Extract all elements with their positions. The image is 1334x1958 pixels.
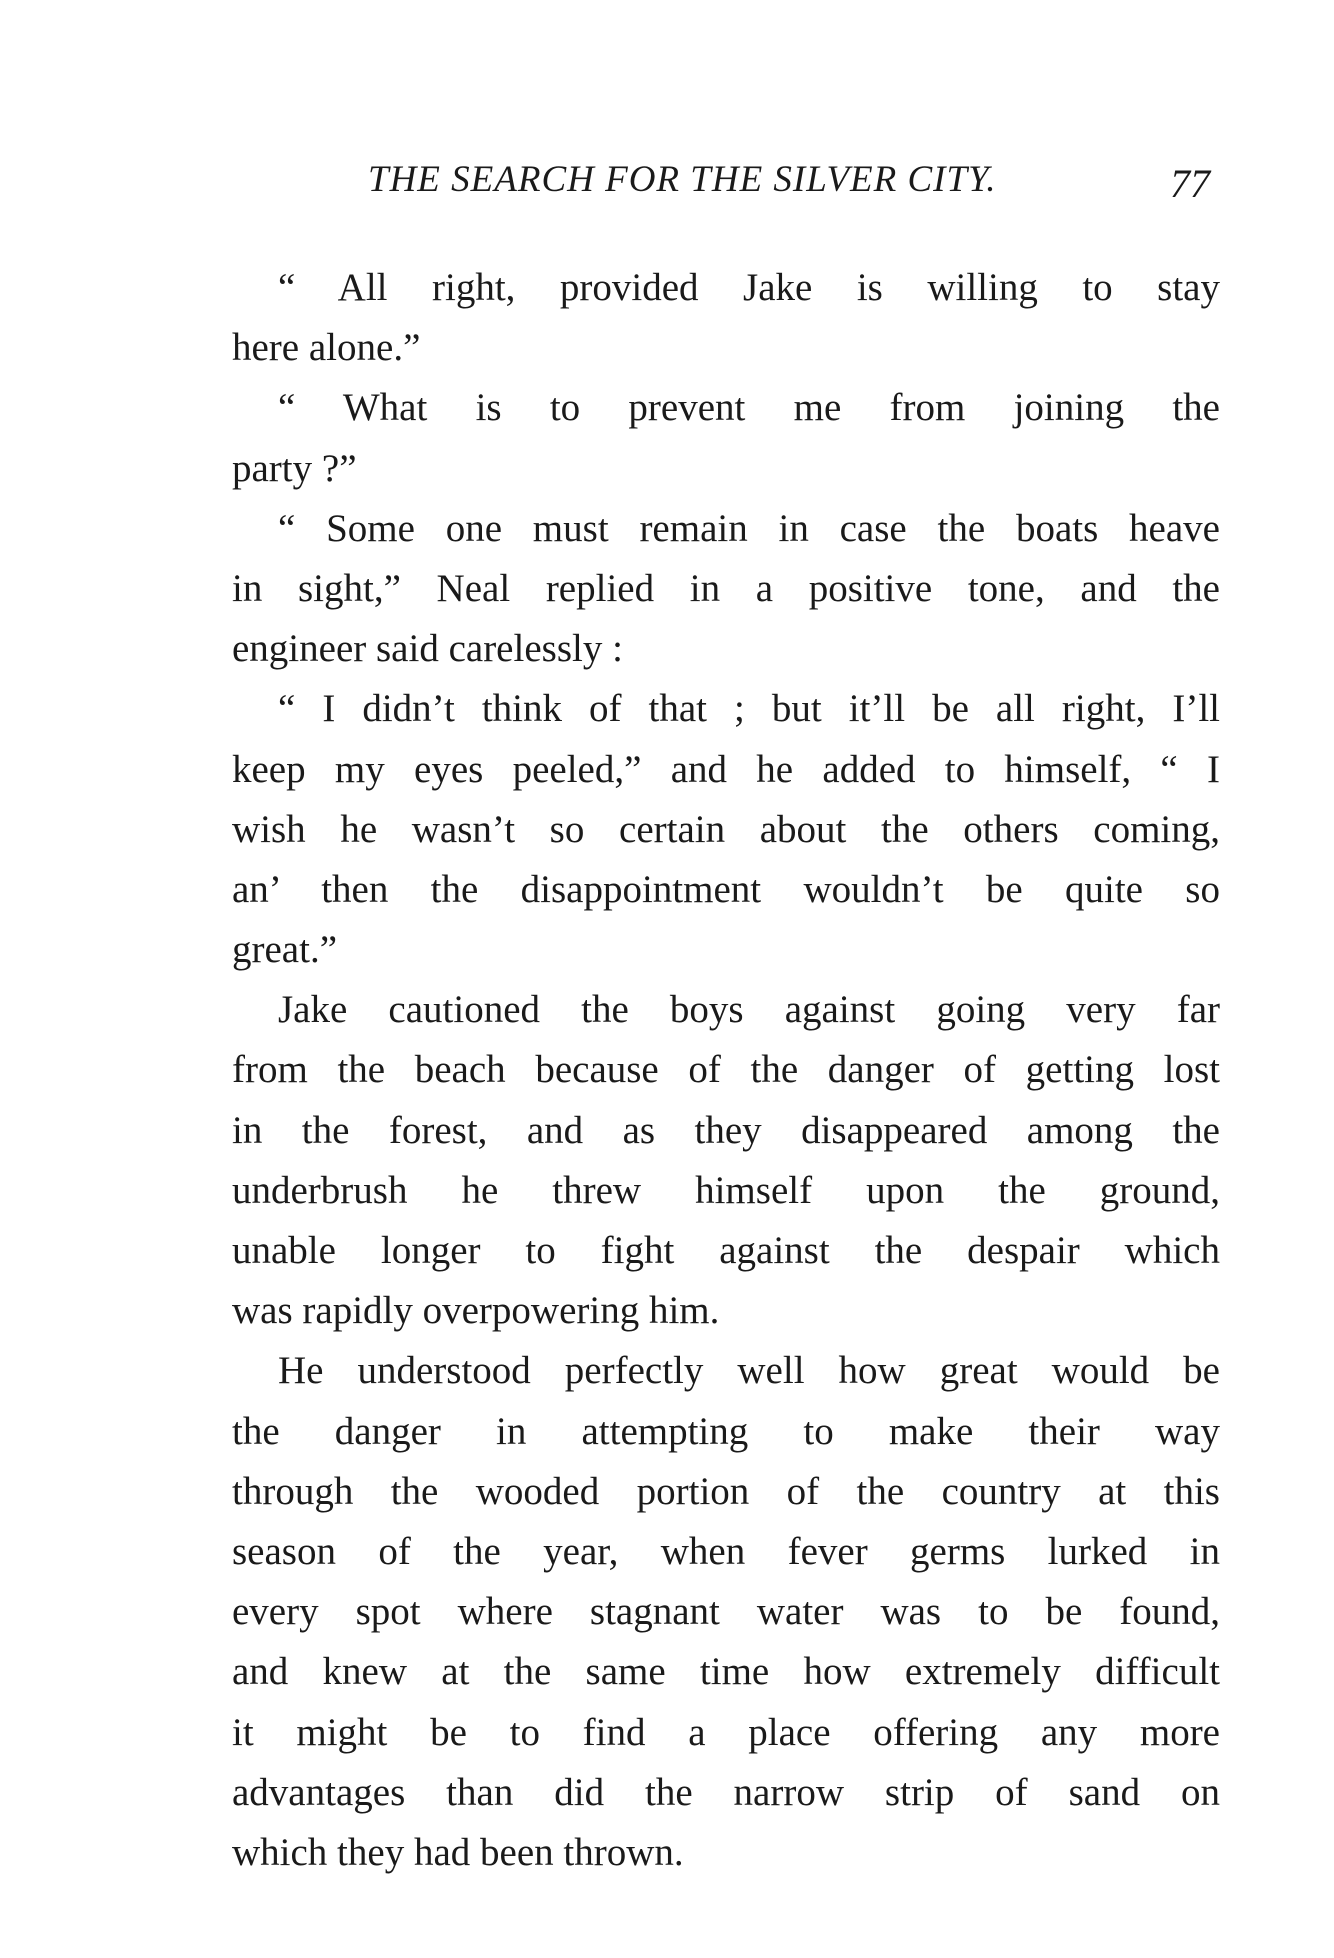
text-line: season of the year, when fever germs lurked in (232, 1529, 1220, 1573)
text-line: great.” (232, 928, 338, 972)
text-line: every spot where stagnant water was to be found, (232, 1590, 1220, 1634)
text-line: engineer said carelessly : (232, 627, 623, 671)
text-line: He understood perfectly well how great would be (278, 1349, 1220, 1393)
running-head-title: THE SEARCH FOR THE SILVER CITY. (368, 159, 997, 200)
text-line: through the wooded portion of the country at this (232, 1469, 1220, 1513)
text-line: “ Some one must remain in case the boats heave (278, 506, 1220, 550)
text-line: the danger in attempting to make their way (232, 1409, 1220, 1453)
text-line: in sight,” Neal replied in a positive tone, and the (232, 566, 1220, 610)
text-line: party ?” (232, 446, 357, 490)
body-text (232, 258, 1220, 1883)
text-line: wish he wasn’t so certain about the others coming, (232, 807, 1220, 851)
text-line: keep my eyes peeled,” and he added to himself, “ I (232, 747, 1220, 791)
text-line: “ I didn’t think of that ; but it’ll be all right, I’ll (278, 687, 1220, 731)
text-line: “ What is to prevent me from joining the (278, 386, 1220, 430)
text-line: here alone.” (232, 326, 421, 370)
text-line: it might be to find a place offering any more (232, 1710, 1220, 1754)
text-line: in the forest, and as they disappeared among the (232, 1108, 1220, 1152)
text-line: from the beach because of the danger of getting lost (232, 1048, 1220, 1092)
page-number: 77 (1170, 161, 1210, 206)
text-line: advantages than did the narrow strip of sand on (232, 1770, 1220, 1814)
text-line: which they had been thrown. (232, 1830, 684, 1874)
text-line: Jake cautioned the boys against going very far (278, 988, 1220, 1032)
text-line: and knew at the same time how extremely difficult (232, 1650, 1220, 1694)
text-line: an’ then the disappointment wouldn’t be quite so (232, 867, 1220, 911)
text-line: unable longer to fight against the despair which (232, 1229, 1220, 1272)
text-line: “ All right, provided Jake is willing to stay (278, 266, 1220, 309)
text-line: underbrush he threw himself upon the ground, (232, 1168, 1220, 1212)
text-line: was rapidly overpowering him. (232, 1289, 720, 1333)
